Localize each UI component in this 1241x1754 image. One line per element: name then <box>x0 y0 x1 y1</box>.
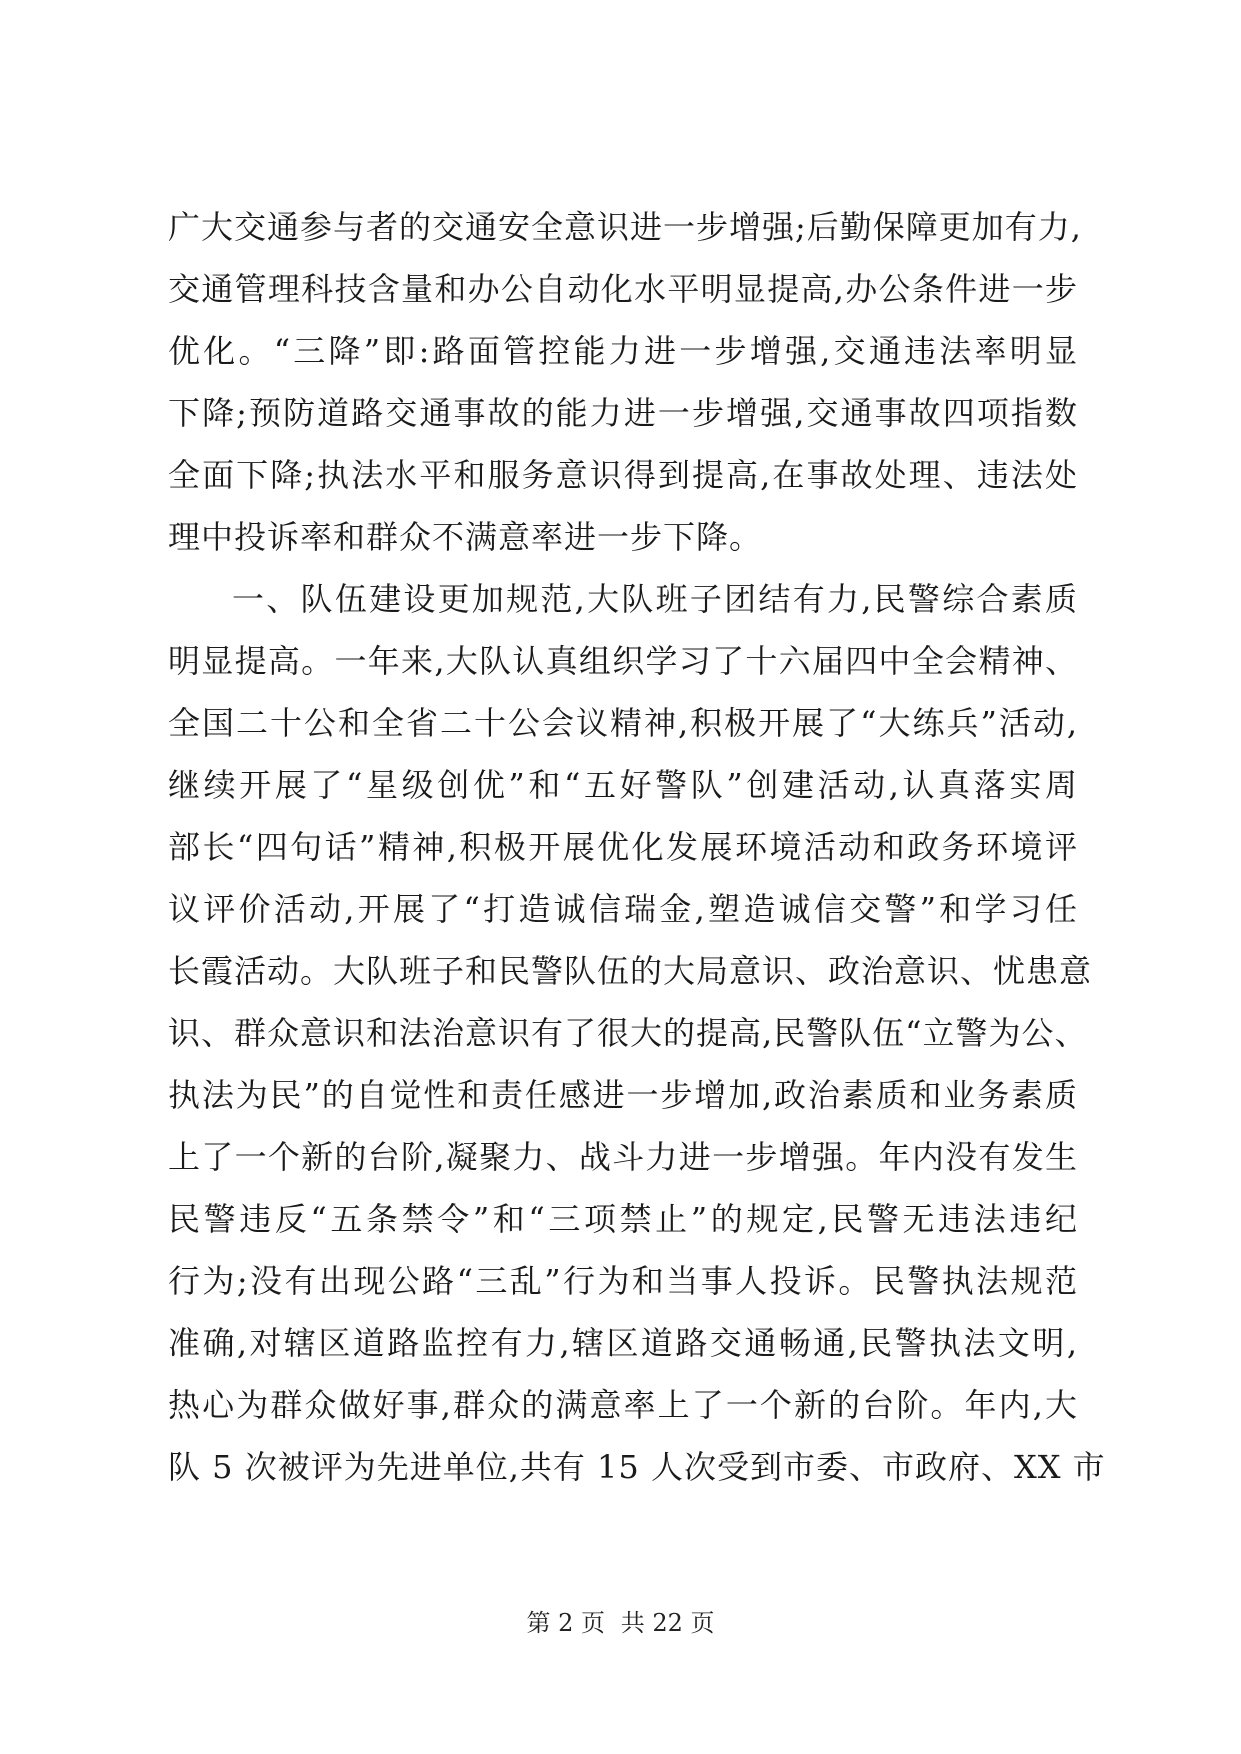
text-line: 全面下降;执法水平和服务意识得到提高,在事故处理、违法处 <box>168 456 1078 494</box>
page-total: 共 22 页 <box>620 1609 715 1637</box>
text-line: 热心为群众做好事,群众的满意率上了一个新的台阶。年内,大 <box>168 1386 1078 1424</box>
text-line: 民警违反“五条禁令”和“三项禁止”的规定,民警无违法违纪 <box>168 1200 1078 1238</box>
text-line: 全国二十公和全省二十公会议精神,积极开展了“大练兵”活动, <box>168 704 1078 742</box>
text-line: 执法为民”的自觉性和责任感进一步增加,政治素质和业务素质 <box>168 1076 1078 1114</box>
text-line: 继续开展了“星级创优”和“五好警队”创建活动,认真落实周 <box>168 766 1078 804</box>
text-line: 上了一个新的台阶,凝聚力、战斗力进一步增强。年内没有发生 <box>168 1138 1078 1176</box>
text-line: 部长“四句话”精神,积极开展优化发展环境活动和政务环境评 <box>168 828 1078 866</box>
text-line: 理中投诉率和群众不满意率进一步下降。 <box>168 518 763 556</box>
text-line: 明显提高。一年来,大队认真组织学习了十六届四中全会精神、 <box>168 642 1078 680</box>
text-line: 广大交通参与者的交通安全意识进一步增强;后勤保障更加有力, <box>168 208 1082 246</box>
text-line: 优化。“三降”即:路面管控能力进一步增强,交通违法率明显 <box>168 332 1078 370</box>
paragraph-start-line: 一、队伍建设更加规范,大队班子团结有力,民警综合素质 <box>232 580 1078 618</box>
text-line: 行为;没有出现公路“三乱”行为和当事人投诉。民警执法规范 <box>168 1262 1078 1300</box>
page-footer <box>0 1608 1241 1638</box>
text-line: 下降;预防道路交通事故的能力进一步增强,交通事故四项指数 <box>168 394 1078 432</box>
page-number: 第 2 页 <box>526 1609 606 1637</box>
text-line: 交通管理科技含量和办公自动化水平明显提高,办公条件进一步 <box>168 270 1078 308</box>
text-line: 长霞活动。大队班子和民警队伍的大局意识、政治意识、忧患意 <box>168 952 1093 990</box>
text-line: 议评价活动,开展了“打造诚信瑞金,塑造诚信交警”和学习任 <box>168 890 1078 928</box>
text-line: 队 5 次被评为先进单位,共有 15 人次受到市委、市政府、XX 市 <box>168 1448 1106 1486</box>
text-line: 准确,对辖区道路监控有力,辖区道路交通畅通,民警执法文明, <box>168 1324 1078 1362</box>
document-body <box>168 196 1106 1498</box>
text-line: 识、群众意识和法治意识有了很大的提高,民警队伍“立警为公、 <box>168 1014 1088 1052</box>
